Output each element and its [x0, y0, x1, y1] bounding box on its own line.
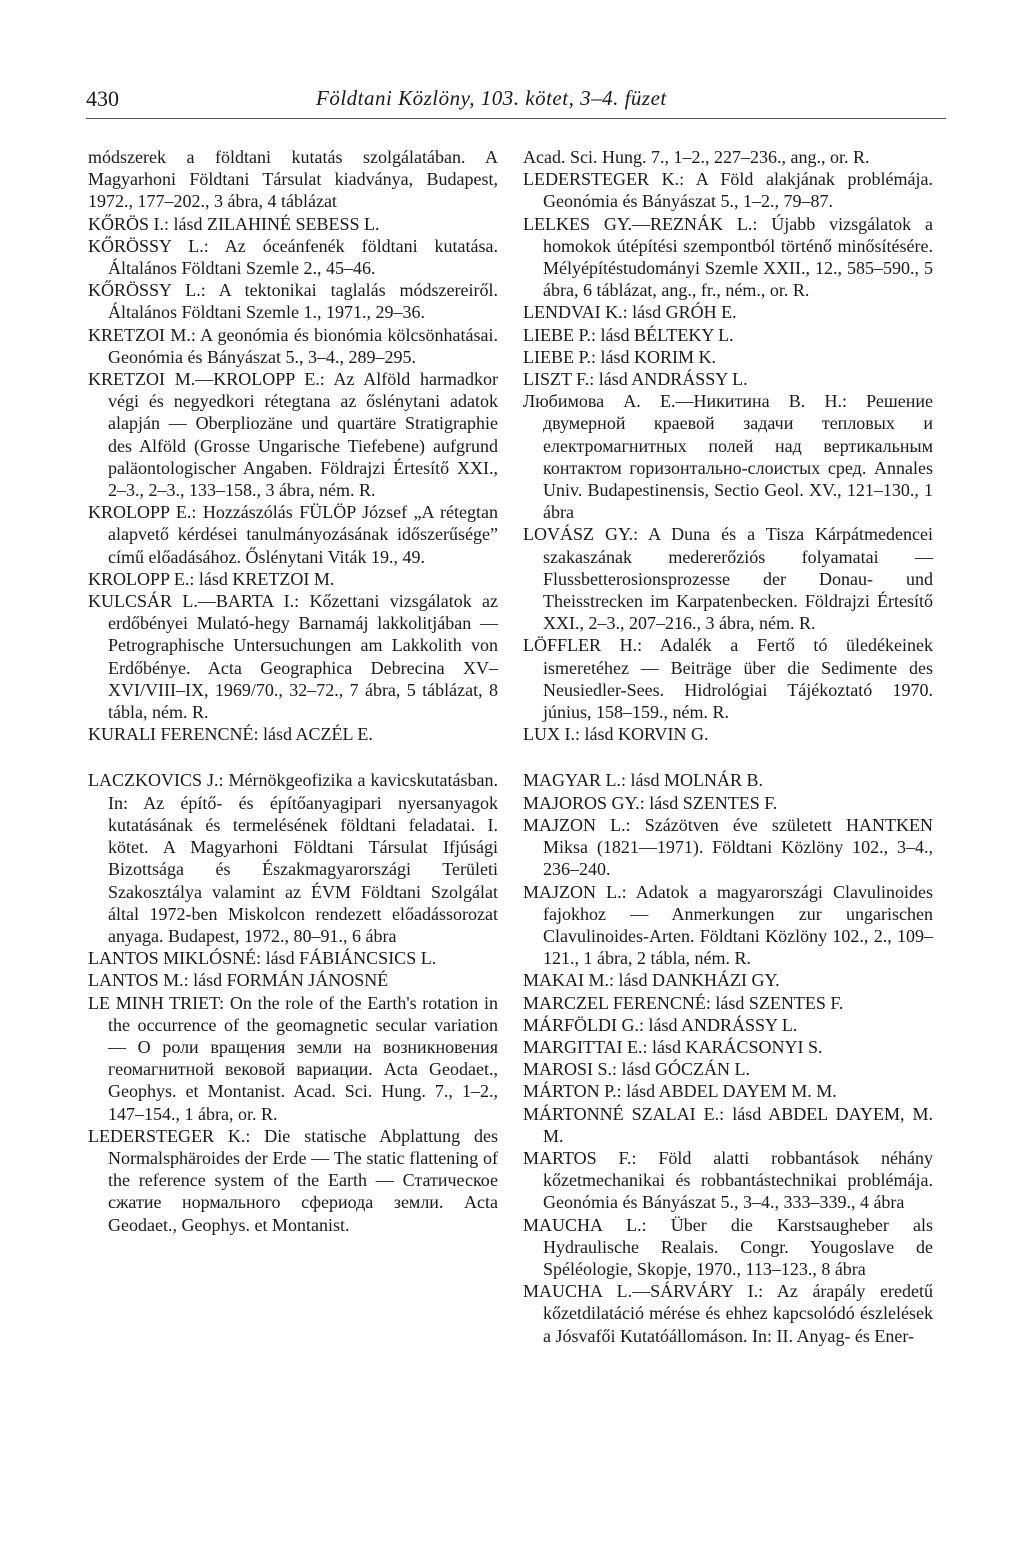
bibliography-entry: Любимова А. Е.—Никитина В. Н.: Решение двумерной краевой задачи тепловых и електромагнитных полей над вертикальным контактом горизонтально-слоистых сред. Annales Univ. Budapestinensis, Sectio Geol. XV., 121–130., 1 ábra [523, 391, 933, 523]
bibliography-entry: MAGYAR L.: lásd MOLNÁR B. [523, 770, 764, 791]
section-gap [523, 745, 933, 769]
bibliography-entry: KULCSÁR L.—BARTA I.: Kőzettani vizsgálatok az erdőbényei Mulató-hegy Barnamáj lakkolitjában — Petrographische Untersuchungen am Lakkolith von Erdőbénye. Acta Geographica Debrecina XV–XVI/VIII–IX, 1969/70., 32–72., 7 ábra, 5 táblázat, 8 tábla, ném. R. [88, 591, 498, 723]
header-divider [86, 118, 946, 119]
bibliography-entry: MÁRTON P.: lásd ABDEL DAYEM M. M. [523, 1081, 837, 1102]
bibliography-entry: LEDERSTEGER K.: A Föld alakjának problémája. Geonómia és Bányászat 5., 1–2., 79–87. [523, 169, 933, 212]
bibliography-entry: LELKES GY.—REZNÁK L.: Újabb vizsgálatok a homokok útépítési szempontból történő minősítésére. Mélyépítéstudományi Szemle XXII., 12., 585–590., 5 ábra, 6 táblázat, ang., fr., ném., or. R. [523, 213, 933, 301]
bibliography-entry: MÁRTONNÉ SZALAI E.: lásd ABDEL DAYEM, M. M. [523, 1103, 933, 1146]
bibliography-entry: LE MINH TRIET: On the role of the Earth's rotation in the occurrence of the geomagnetic secular variation — О роли вращения земли на возникновения геомагнитной вековой вариации. Acta Geodaet., Geophys. et Montanist. Acad. Sci. Hung. 7., 1–2., 147–154., 1 ábra, or. R. [88, 992, 498, 1124]
bibliography-entry: LUX I.: lásd KORVIN G. [523, 724, 709, 745]
bibliography-entry: LÖFFLER H.: Adalék a Fertő tó üledékeinek ismeretéhez — Beiträge über die Sedimente des Neusiedler-Sees. Hidrológiai Tájékoztató 1970. június, 158–159., ném. R. [523, 635, 933, 723]
bibliography-entry: KRETZOI M.: A geonómia és bionómia kölcsönhatásai. Geonómia és Bányászat 5., 3–4., 289–295. [88, 324, 498, 367]
bibliography-entry: KRETZOI M.—KROLOPP E.: Az Alföld harmadkor végi és negyedkori rétegtana az őslénytani adatok alapján — Oberpliozäne und quartäre Stratigraphie des Alföld (Grosse Ungarische Tiefebene) aufgrund paläontologischer Angaben. Földrajzi Értesítő XXI., 2–3., 2–3., 133–158., 3 ábra, ném. R. [88, 369, 498, 501]
bibliography-entry: MAJOROS GY.: lásd SZENTES F. [523, 792, 778, 813]
bibliography-entry: MAJZON L.: Adatok a magyarországi Clavulinoides fajokhoz — Anmerkungen zur ungarischen Clavulinoides-Arten. Földtani Közlöny 102., 2., 109–121., 1 ábra, 2 tábla, ném. R. [523, 881, 933, 969]
section-gap [88, 745, 498, 769]
bibliography-entry: LOVÁSZ GY.: A Duna és a Tisza Kárpátmedencei szakaszának medererőziós folyamatai — Flussbetterosionsprozesse der Donau- und Theisstrecken im Karpatenbecken. Földrajzi Értesítő XXI., 2–3., 207–216., 3 ábra, ném. R. [523, 524, 933, 634]
bibliography-entry: KURALI FERENCNÉ: lásd ACZÉL E. [88, 724, 373, 745]
bibliography-entry: LANTOS M.: lásd FORMÁN JÁNOSNÉ [88, 970, 389, 991]
bibliography-entry: MÁRFÖLDI G.: lásd ANDRÁSSY L. [523, 1014, 798, 1035]
bibliography-entry: KROLOPP E.: lásd KRETZOI M. [88, 568, 335, 589]
bibliography-entry: LANTOS MIKLÓSNÉ: lásd FÁBIÁNCSICS L. [88, 948, 437, 969]
bibliography-entry: MARTOS F.: Föld alatti robbantások néhány kőzetmechanikai és robbantástechnikai problémája. Geonómia és Bányászat 5., 3–4., 333–339., 4 ábra [523, 1147, 933, 1213]
bibliography-entry-continued: Acad. Sci. Hung. 7., 1–2., 227–236., ang., or. R. [523, 147, 870, 167]
bibliography-entry: MARGITTAI E.: lásd KARÁCSONYI S. [523, 1036, 823, 1057]
bibliography-entry: LISZT F.: lásd ANDRÁSSY L. [523, 369, 748, 390]
bibliography-entry: KŐRÖSSY L.: A tektonikai taglalás módszereiről. Általános Földtani Szemle 1., 1971., 29–36. [88, 280, 498, 323]
bibliography-entry: KŐRÖS I.: lásd ZILAHINÉ SEBESS L. [88, 213, 380, 234]
bibliography-entry: KŐRÖSSY L.: Az óceánfenék földtani kutatása. Általános Földtani Szemle 2., 45–46. [88, 235, 498, 279]
bibliography-entry: LENDVAI K.: lásd GRÓH E. [523, 302, 737, 323]
bibliography-entry: LIEBE P.: lásd KORIM K. [523, 346, 716, 367]
bibliography-entry: LACZKOVICS J.: Mérnökgeofizika a kavicskutatásban. In: Az építő- és építőanyagipari nyersanyagok kutatásának és termelésének földtani feladatai. I. kötet. A Magyarhoni Földtani Társulat Ifjúsági Bizottsága és Északmagyarországi Területi Szakosztálya valamint az ÉVM Földtani Szolgálat által 1972-ben Miskolcon rendezett előadássorozat anyaga. Budapest, 1972., 80–91., 6 ábra [88, 770, 498, 946]
running-title: Földtani Közlöny, 103. kötet, 3–4. füzet [316, 86, 667, 110]
bibliography-entry-continued: módszerek a földtani kutatás szolgálatában. A Magyarhoni Földtani Társulat kiadványa, Budapest, 1972., 177–202., 3 ábra, 4 táblázat [88, 147, 498, 212]
bibliography-entry: LEDERSTEGER K.: Die statische Abplattung des Normalsphäroides der Erde — The static flattening of the reference system of the Earth — Статическое сжатие нормального сфериода земли. Acta Geodaet., Geophys. et Montanist. [88, 1125, 498, 1235]
bibliography-entry: MAUCHA L.: Über die Karstsaugheber als Hydraulische Realais. Congr. Yougoslave de Spéléologie, Skopje, 1970., 113–123., 8 ábra [523, 1214, 933, 1279]
bibliography-entry: MAROSI S.: lásd GÓCZÁN L. [523, 1059, 751, 1080]
running-header [86, 86, 946, 122]
bibliography-entry: MARCZEL FERENCNÉ: lásd SZENTES F. [523, 992, 844, 1013]
bibliography-entry: MAUCHA L.—SÁRVÁRY I.: Az árapály eredetű kőzetdilatáció mérése és ehhez kapcsolódó észlelések a Jósvafői Kutatóállomáson. In: II. Anyag- és Ener- [523, 1281, 933, 1346]
bibliography-entry: MAKAI M.: lásd DANKHÁZI GY. [523, 970, 780, 991]
bibliography-entry: KROLOPP E.: Hozzászólás FÜLÖP József „A rétegtan alapvető kérdései tanulmányozásának időszerűsége” című előadásához. Őslénytani Viták 19., 49. [88, 502, 498, 567]
bibliography-entry: LIEBE P.: lásd BÉLTEKY L. [523, 324, 734, 345]
page-number: 430 [86, 86, 119, 111]
left-column [88, 146, 498, 1236]
right-column [523, 146, 933, 1347]
bibliography-entry: MAJZON L.: Százötven éve született HANTKEN Miksa (1821—1971). Földtani Közlöny 102., 3–4., 236–240. [523, 814, 933, 880]
